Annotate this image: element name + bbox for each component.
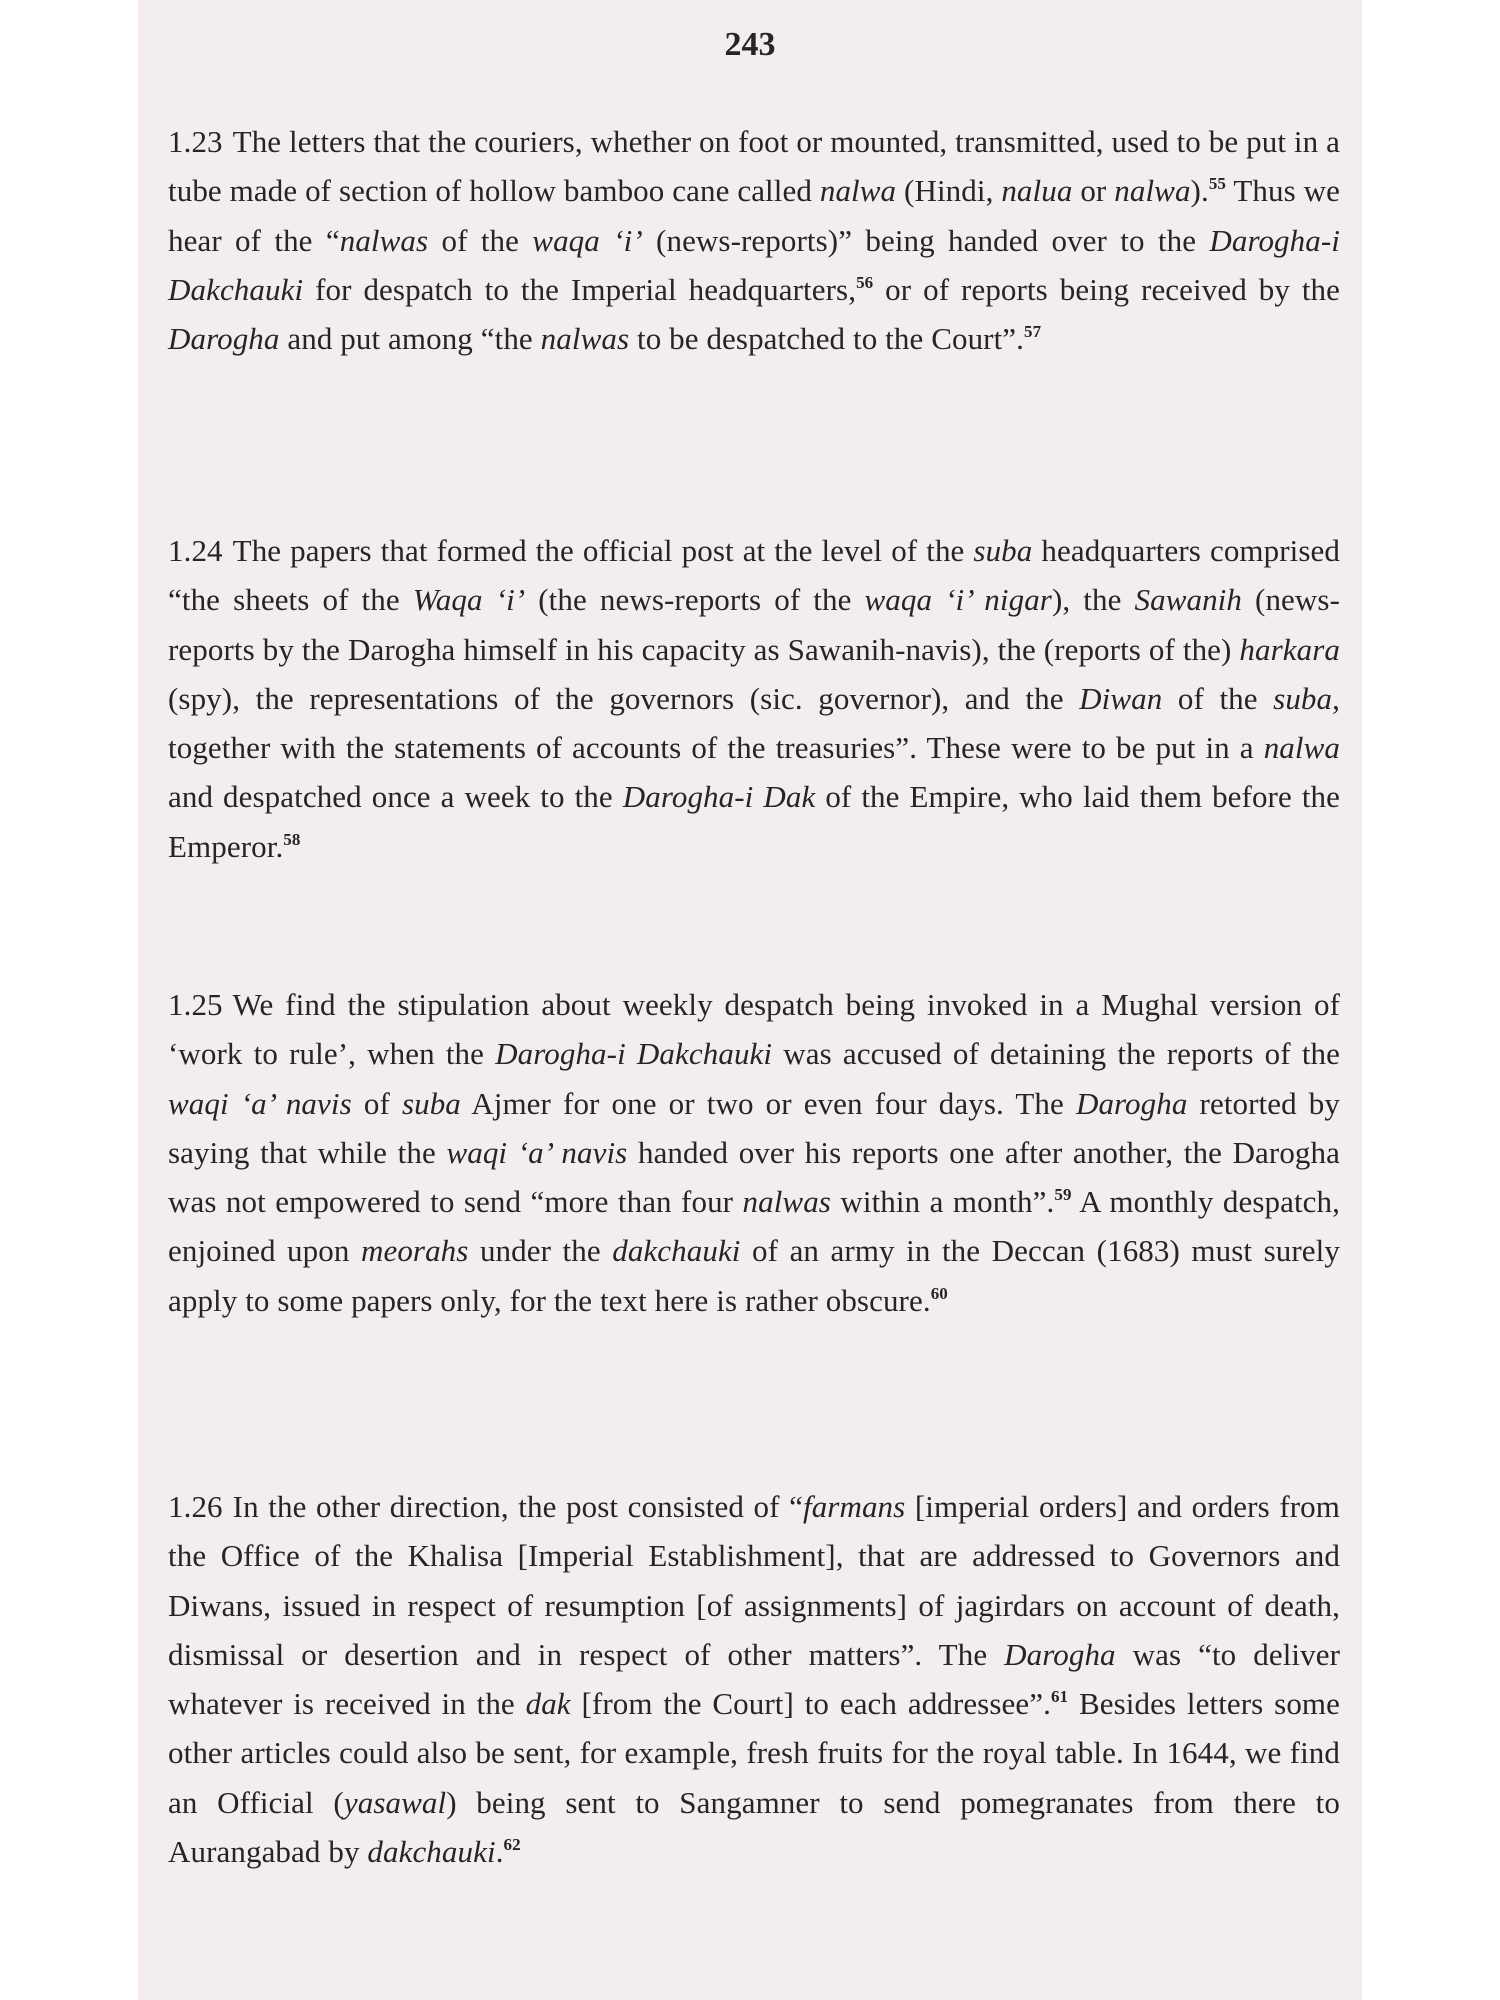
text-run: (news-reports by the Darogha himself in his capacity as Sawanih-navis), the (reports of the)	[168, 582, 1340, 667]
text-run: (news-reports)” being handed over to the	[642, 222, 1210, 258]
text-run: within a month”.	[830, 1184, 1055, 1220]
text-run: , together with the statements of accounts of the treasuries”. These were to be put in a	[168, 680, 1340, 766]
italic-term: Darogha	[1004, 1636, 1116, 1672]
text-run: ) being sent to Sangamner to send pomegranates from there to Aurangabad by	[168, 1784, 1340, 1870]
text-run: ).	[1190, 173, 1209, 209]
italic-term: Darogha-i Dakchauki	[495, 1036, 773, 1072]
footnote-ref: 62	[503, 1835, 521, 1855]
footnote-ref: 59	[1054, 1185, 1072, 1205]
text-run: of	[351, 1085, 402, 1121]
italic-term: dakchauki	[367, 1834, 496, 1870]
text-run: A monthly despatch, enjoined upon	[168, 1184, 1340, 1269]
text-run: (the news-reports of the	[525, 582, 865, 618]
text-run: and despatched once a week to the	[168, 779, 623, 815]
italic-term: waqi ‘a’ navis	[446, 1134, 628, 1170]
italic-term: meorahs	[360, 1233, 469, 1269]
text-run: [from the Court] to each addressee”.	[570, 1686, 1051, 1722]
italic-term: waqa ‘i’ nigar	[864, 582, 1052, 618]
text-run: of an army in the Deccan (1683) must surely apply to some papers only, for the text here is rather obscure.	[168, 1233, 1340, 1318]
book-page	[138, 0, 1362, 2000]
text-run: [imperial orders] and orders from the Office of the Khalisa [Imperial Establishment], that are addressed to Governors and Diwans, issued in respect of resumption [of assignments] of jagirdars on account of death, dismissal or desertion and in respect of other matters”. The	[168, 1489, 1340, 1672]
paragraph-text	[168, 1489, 1340, 1869]
footnote-ref: 56	[856, 272, 874, 292]
text-run: of the	[1162, 680, 1274, 716]
paragraph-1-23	[168, 117, 1340, 363]
text-run: Besides letters some other articles could also be sent, for example, fresh fruits for the royal table. In 1644, we find an Official (	[168, 1686, 1340, 1820]
text-run: ), the	[1051, 582, 1135, 618]
italic-term: yasawal	[343, 1784, 447, 1820]
text-run: or of reports being received by the	[873, 271, 1340, 307]
text-run: (Hindi,	[896, 173, 1002, 209]
italic-term: suba	[973, 533, 1033, 568]
paragraph-number: 1.23	[168, 124, 223, 159]
paragraph-number: 1.24	[168, 533, 223, 568]
italic-term: dak	[525, 1686, 571, 1722]
italic-term: waqa ‘i’	[532, 222, 643, 258]
footnote-ref: 55	[1208, 174, 1227, 194]
italic-term: nalwas	[540, 321, 630, 357]
paragraph-text	[168, 987, 1340, 1318]
italic-term: nalwas	[742, 1184, 831, 1220]
italic-term: farmans	[802, 1489, 906, 1524]
footnote-ref: 60	[930, 1283, 948, 1303]
text-run: under the	[468, 1233, 613, 1269]
text-run: headquarters comprised “the sheets of the	[168, 533, 1340, 618]
text-run: or	[1072, 173, 1115, 209]
italic-term: harkara	[1239, 631, 1340, 667]
footnote-ref: 57	[1024, 322, 1042, 342]
italic-term: Diwan	[1079, 680, 1163, 716]
text-run: was “to deliver whatever is received in the	[168, 1636, 1341, 1722]
paragraph-text	[168, 124, 1340, 356]
paragraph-1-26	[168, 1482, 1340, 1876]
italic-term: Darogha-i Dakchauki	[168, 222, 1340, 307]
text-run: for despatch to the Imperial headquarters,	[303, 271, 857, 307]
paragraph-1-25	[168, 980, 1340, 1325]
text-run: retorted by saying that while the	[168, 1085, 1340, 1170]
paragraph-1-24	[168, 526, 1340, 871]
text-run: .	[495, 1834, 504, 1870]
text-run: to be despatched to the Court”.	[629, 321, 1025, 357]
italic-term: Darogha	[168, 321, 280, 357]
italic-term: Waqa ‘i’	[412, 582, 526, 618]
text-run: was accused of detaining the reports of the	[772, 1036, 1341, 1072]
footnote-ref: 58	[283, 829, 301, 849]
text-run: Thus we hear of the “	[168, 173, 1340, 258]
text-run: The letters that the couriers, whether on foot or mounted, transmitted, used to be put in a tube made of section of hollow bamboo cane called	[168, 124, 1340, 209]
paragraph-number: 1.26	[168, 1489, 223, 1524]
text-run: In the other direction, the post consisted of “	[232, 1489, 803, 1524]
italic-term: nalua	[1001, 173, 1073, 209]
italic-term: suba	[401, 1085, 461, 1121]
italic-term: nalwa	[1114, 173, 1191, 209]
italic-term: nalwa	[819, 173, 897, 209]
text-run: handed over his reports one after another, the Darogha was not empowered to send “more than four	[168, 1134, 1340, 1220]
text-run: The papers that formed the official post at the level of the	[232, 533, 974, 568]
text-run: and put among “the	[279, 321, 541, 357]
italic-term: Sawanih	[1134, 582, 1242, 618]
text-run: We find the stipulation about weekly despatch being invoked in a Mughal version of ‘work to rule’, when the	[168, 987, 1340, 1072]
italic-term: suba	[1273, 680, 1333, 716]
text-run: of the Empire, who laid them before the Emperor.	[168, 779, 1340, 864]
paragraph-number: 1.25	[168, 987, 223, 1022]
italic-term: nalwas	[339, 222, 429, 258]
italic-term: Darogha-i Dak	[622, 779, 816, 815]
text-run: (spy), the representations of the governors (sic. governor), and the	[168, 680, 1080, 716]
text-run: of the	[428, 222, 533, 258]
italic-term: dakchauki	[612, 1233, 741, 1269]
italic-term: Darogha	[1075, 1085, 1188, 1121]
footnote-ref: 61	[1050, 1687, 1069, 1707]
italic-term: nalwa	[1263, 730, 1340, 766]
text-run: Ajmer for one or two or even four days. The	[460, 1085, 1076, 1121]
italic-term: waqi ‘a’ navis	[168, 1085, 352, 1121]
paragraph-text	[168, 533, 1340, 864]
page-number: 243	[724, 26, 776, 63]
